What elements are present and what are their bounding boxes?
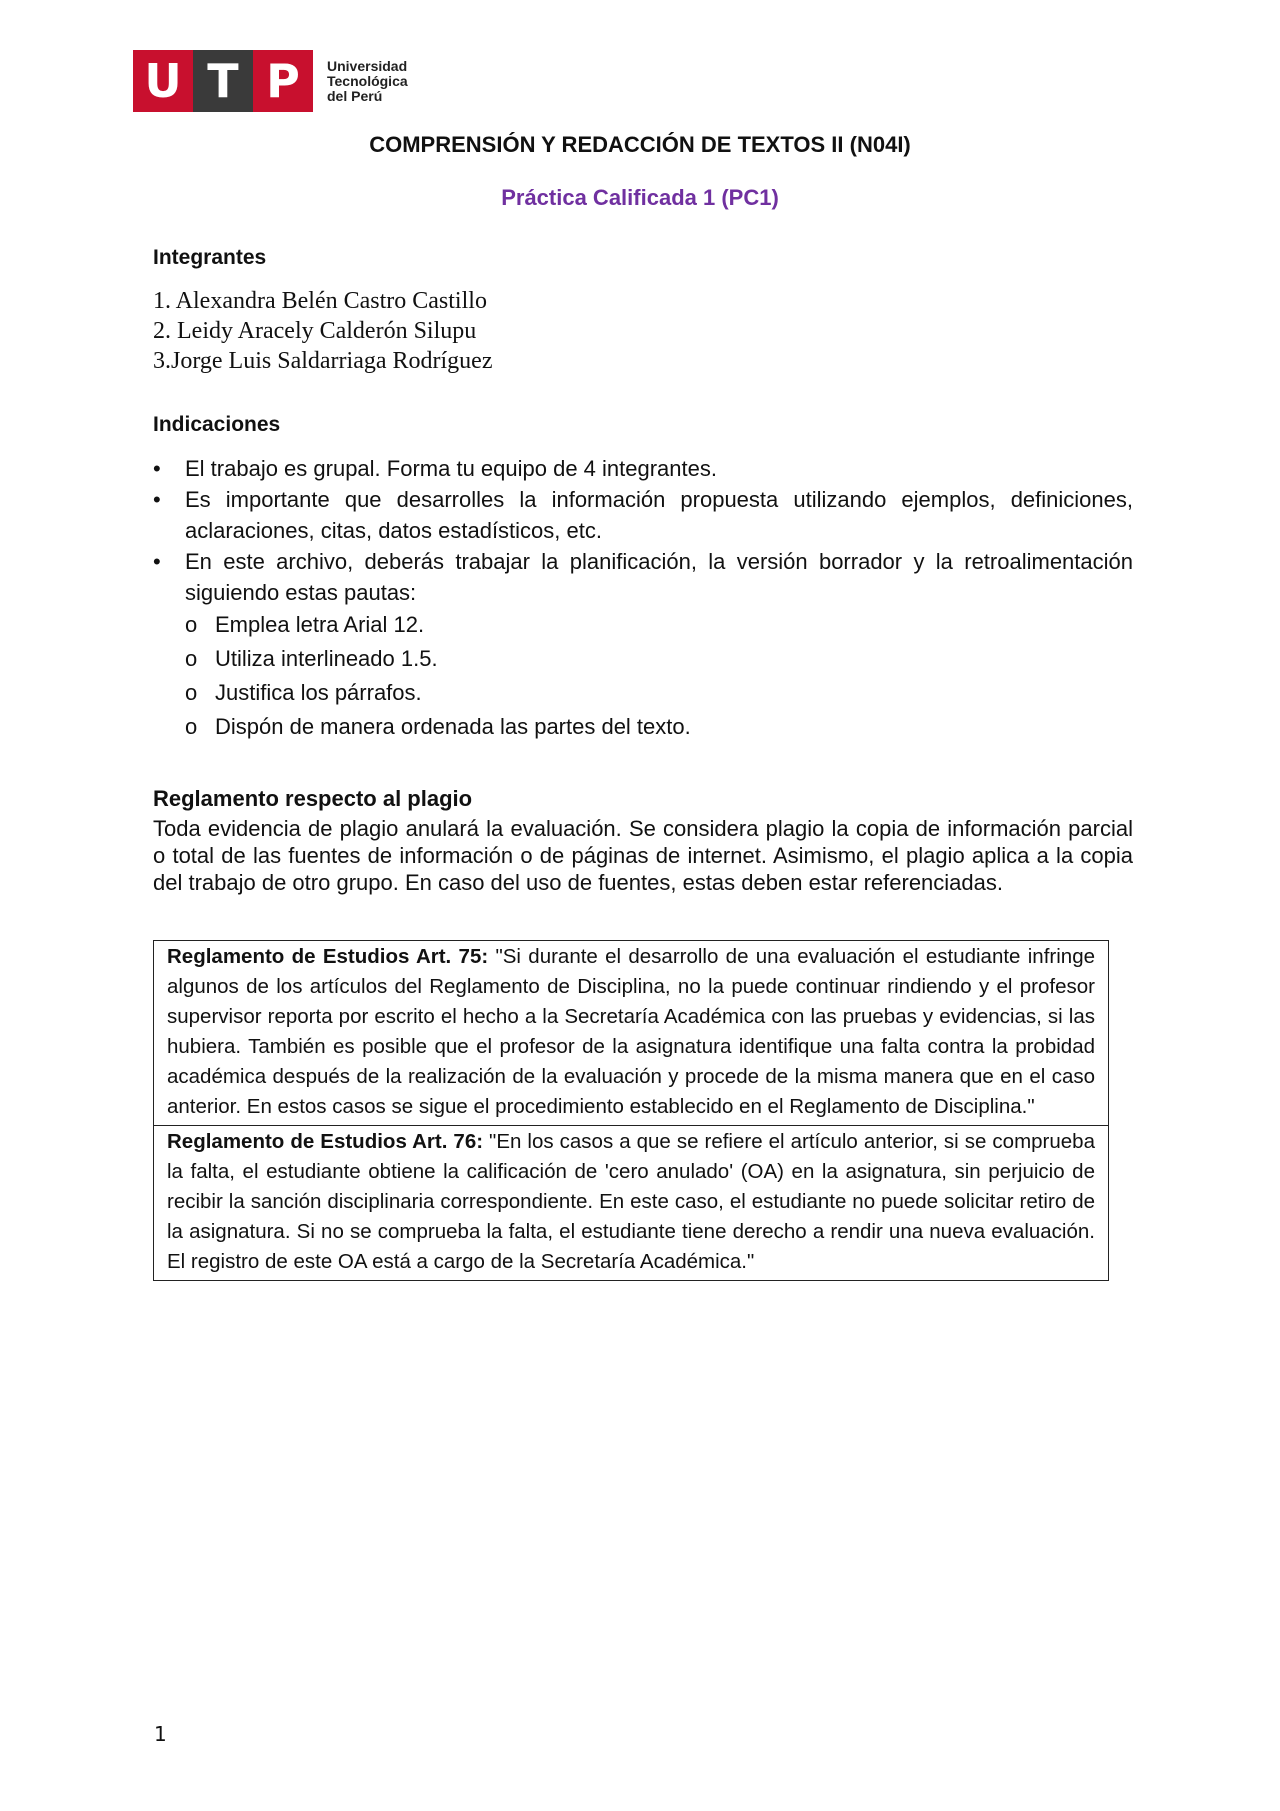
- member-item: 3.Jorge Luis Saldarriaga Rodríguez: [153, 348, 493, 374]
- article-text: "Si durante el desarrollo de una evaluación el estudiante infringe algunos de los artículos del Reglamento de Disciplina, no la puede continuar rindiendo y el profesor supervisor reporta por escrito el hecho a la Secretaría Académica con las pruebas y evidencias, si las hubiera. También es posible que el profesor de la asignatura identifique una falta contra la probidad académica después de la realización de la evaluación y procede de la misma manera que en el caso anterior. En estos casos se sigue el procedimiento establecido en el Reglamento de Disciplina.": [167, 945, 1095, 1118]
- logo-letter-p: P: [253, 50, 313, 112]
- indications-list: [153, 453, 1133, 744]
- guideline-item: o Justifica los párrafos.: [185, 676, 1133, 710]
- logo-letter-boxes: [133, 50, 313, 112]
- guideline-item: o Emplea letra Arial 12.: [185, 608, 1133, 642]
- logo-wordmark: [327, 59, 408, 104]
- member-item: 2. Leidy Aracely Calderón Silupu: [153, 318, 477, 344]
- indication-item: • El trabajo es grupal. Forma tu equipo de 4 integrantes.: [153, 453, 1133, 484]
- article-text: "En los casos a que se refiere el artículo anterior, si se comprueba la falta, el estudiante obtiene la calificación de 'cero anulado' (OA) en la asignatura, sin perjuicio de recibir la sanción disciplinaria correspondiente. En este caso, el estudiante no puede solicitar retiro de la asignatura. Si no se comprueba la falta, el estudiante tiene derecho a rendir una nueva evaluación. El registro de este OA está a cargo de la Secretaría Académica.": [167, 1130, 1095, 1273]
- indication-item: • En este archivo, deberás trabajar la planificación, la versión borrador y la retroalimentación siguiendo estas pautas: o Emplea letra Arial 12. o Utiliza interlineado 1.5. o Justifica los párrafos. o Dispón de manera ordenada las partes del texto.: [153, 546, 1133, 744]
- page-number: 1: [154, 1722, 167, 1746]
- article-76-cell: [154, 1125, 1108, 1280]
- course-title: COMPRENSIÓN Y REDACCIÓN DE TEXTOS II (N04I): [369, 132, 911, 157]
- integrantes-heading: Integrantes: [153, 246, 267, 269]
- indicaciones-heading: Indicaciones: [153, 413, 281, 436]
- logo-text-line: Tecnológica: [327, 72, 408, 89]
- article-75-cell: [154, 941, 1108, 1125]
- plagio-heading: Reglamento respecto al plagio: [153, 786, 473, 811]
- article-label: Reglamento de Estudios Art. 75:: [167, 945, 489, 968]
- logo-letter-u: U: [133, 50, 193, 112]
- guidelines-sublist: [185, 608, 1133, 744]
- guideline-item: o Utiliza interlineado 1.5.: [185, 642, 1133, 676]
- logo-letter-t: T: [193, 50, 253, 112]
- article-label: Reglamento de Estudios Art. 76:: [167, 1130, 484, 1153]
- logo-text-line: Universidad: [327, 57, 408, 74]
- member-item: 1. Alexandra Belén Castro Castillo: [153, 288, 487, 314]
- logo-text-line: del Perú: [327, 87, 383, 104]
- members-list: [153, 286, 492, 376]
- guideline-item: o Dispón de manera ordenada las partes del texto.: [185, 710, 1133, 744]
- regulations-table: [153, 940, 1109, 1281]
- utp-logo: [133, 50, 408, 112]
- practice-title: Práctica Calificada 1 (PC1): [501, 185, 779, 210]
- indication-item: • Es importante que desarrolles la información propuesta utilizando ejemplos, definiciones, aclaraciones, citas, datos estadísticos, etc.: [153, 484, 1133, 546]
- plagio-paragraph: Toda evidencia de plagio anulará la evaluación. Se considera plagio la copia de información parcial o total de las fuentes de información o de páginas de internet. Asimismo, el plagio aplica a la copia del trabajo de otro grupo. En caso del uso de fuentes, estas deben estar referenciadas.: [153, 816, 1133, 895]
